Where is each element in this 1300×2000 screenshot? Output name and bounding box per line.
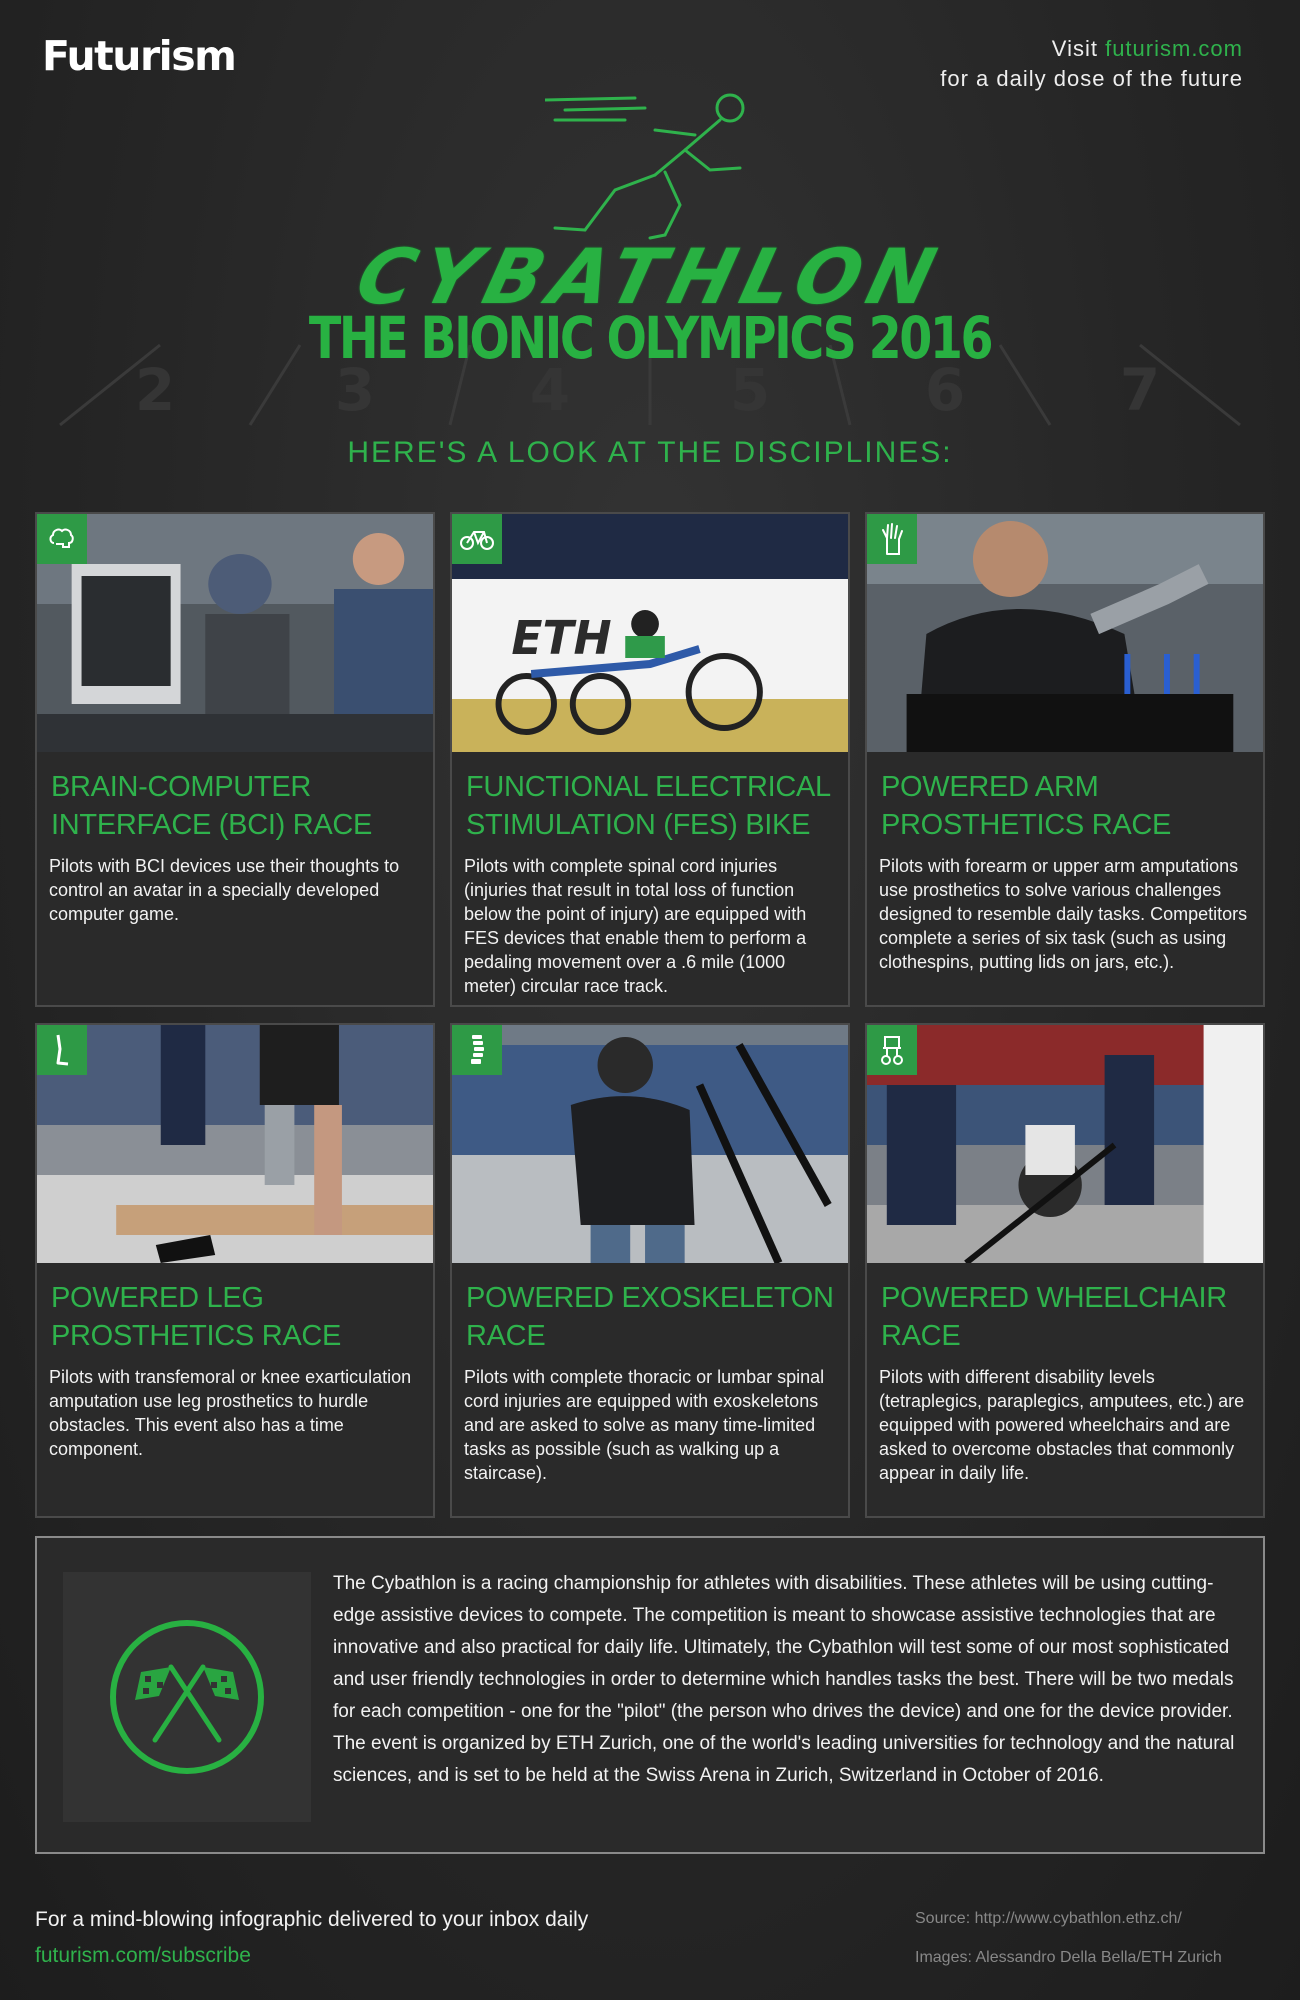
card-description: Pilots with different disability levels (tetraplegics, paraplegics, amputees, etc.) are equipped with powered wheelchairs and are asked to overcome obstacles that commonly appear in daily life. [879, 1367, 1245, 1483]
card-title: BRAIN-COMPUTER INTERFACE (BCI) RACE [51, 771, 373, 841]
about-text: The Cybathlon is a racing championship for athletes with disabilities. These athletes will be using cutting-edge assistive devices to compete. The competition is meant to showcase assistive technologies that are innovative and also practical for daily life. Ultimately, the Cybathlon will test some of our most sophisticated and user friendly technologies in order to determine which handles tasks the best. There will be two medals for each competition - one for the "pilot" (the person who drives the device) and one for the device provider. The event is organized by ETH Zurich, one of the world's leading universities for technology and the natural sciences, and is set to be held at the Swiss Arena in Zurich, Switzerland in October of 2016. [333, 1573, 1235, 1786]
images-credit: Images: Alessandro Della Bella/ETH Zurich [915, 1949, 1222, 1966]
subtitle: THE BIONIC OLYMPICS 2016 [308, 304, 992, 372]
card-title: FUNCTIONAL ELECTRICAL STIMULATION (FES) BIKE [466, 771, 830, 841]
discipline-card-exoskeleton [450, 1023, 850, 1518]
visit-tagline: for a daily dose of the future [940, 66, 1243, 91]
exoskeleton-photo [452, 1025, 848, 1263]
card-title: POWERED ARM PROSTHETICS RACE [881, 771, 1172, 841]
brain-icon [37, 514, 87, 564]
disciplines-heading: HERE'S A LOOK AT THE DISCIPLINES: [347, 436, 953, 469]
track-number: 5 [729, 356, 771, 424]
subscribe-link[interactable]: futurism.com/subscribe [35, 1944, 251, 1967]
discipline-card-bci [35, 512, 435, 1007]
discipline-card-leg-prosthetics [35, 1023, 435, 1518]
card-description: Pilots with BCI devices use their thoughts to control an avatar in a specially developed computer game. [49, 856, 400, 924]
main-title: CYBATHLON [348, 232, 952, 321]
about-cybathlon-box [35, 1536, 1265, 1854]
hand-icon [867, 514, 917, 564]
card-description: Pilots with complete thoracic or lumbar spinal cord injuries are equipped with exoskeletons and are asked to solve as many time-limited tasks as possible (such as walking up a staircase). [464, 1367, 825, 1483]
card-title: POWERED EXOSKELETON RACE [466, 1282, 834, 1352]
subscribe-cta: For a mind-blowing infographic delivered to your inbox daily [35, 1908, 589, 1931]
track-number: 2 [134, 356, 176, 424]
wheelchair-photo [867, 1025, 1263, 1263]
arm-prosthetics-photo [867, 514, 1263, 752]
track-number: 6 [924, 356, 966, 424]
discipline-card-wheelchair [865, 1023, 1265, 1518]
track-number: 3 [334, 356, 376, 424]
track-number: 7 [1119, 356, 1161, 424]
futurism-logo[interactable]: Futurism [42, 32, 236, 80]
card-title: POWERED WHEELCHAIR RACE [881, 1282, 1227, 1352]
leg-icon [37, 1025, 87, 1075]
discipline-card-arm-prosthetics [865, 512, 1265, 1007]
visit-banner [940, 34, 1243, 94]
bci-race-photo [37, 514, 433, 752]
spine-icon [452, 1025, 502, 1075]
racing-flags-icon [63, 1572, 311, 1822]
card-description: Pilots with complete spinal cord injuries (injuries that result in total loss of function below the point of injury) are equipped with FES devices that enable them to perform a pedaling movement over a .6 mile (1000 meter) circular race track. [464, 856, 807, 996]
visit-prefix: Visit [1051, 36, 1106, 61]
bionic-runner-illustration [545, 80, 785, 240]
source-credit: Source: http://www.cybathlon.ethz.ch/ [915, 1910, 1182, 1927]
fes-bike-photo [452, 514, 848, 752]
discipline-card-fes-bike [450, 512, 850, 1007]
svg-text:ETH: ETH [511, 611, 612, 666]
card-title: POWERED LEG PROSTHETICS RACE [51, 1282, 342, 1352]
leg-prosthetics-photo [37, 1025, 433, 1263]
card-description: Pilots with transfemoral or knee exarticulation amputation use leg prosthetics to hurdle obstacles. This event also has a time component. [49, 1367, 412, 1459]
futurism-link[interactable]: futurism.com [1105, 36, 1243, 61]
bicycle-icon [452, 514, 502, 564]
card-description: Pilots with forearm or upper arm amputations use prosthetics to solve various challenges designed to resemble daily tasks. Competitors complete a series of six task (such as using clothespins, putting lids on jars, etc.). [879, 856, 1248, 972]
track-number: 4 [529, 356, 571, 424]
wheelchair-icon [867, 1025, 917, 1075]
